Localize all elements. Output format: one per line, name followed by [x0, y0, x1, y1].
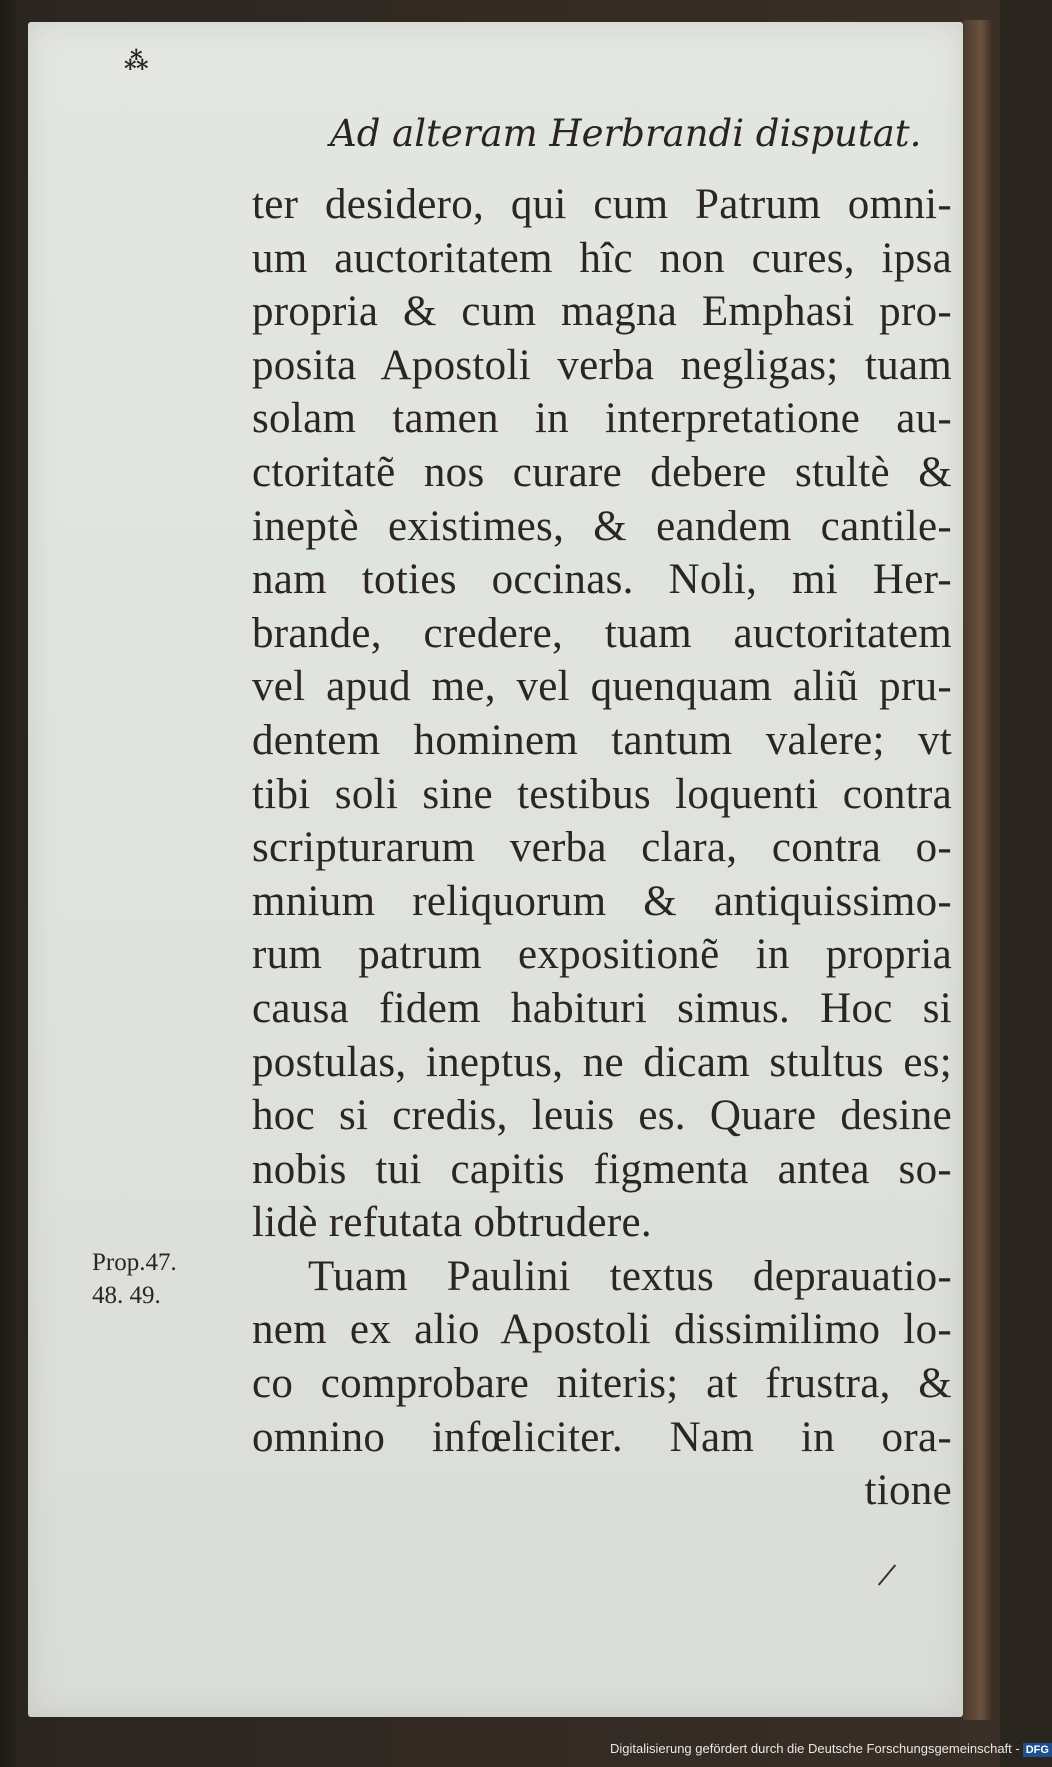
text-line: nem ex alio Apostoli dissimilimo lo- [252, 1306, 952, 1354]
text-line: ineptè existimes, & eandem cantile- [252, 502, 952, 550]
margin-note-line: 48. 49. [92, 1282, 161, 1309]
text-line: rum patrum expositionẽ in propria [252, 931, 952, 979]
text-line: Tuam Paulini textus deprauatio- [308, 1252, 952, 1300]
text-line: scripturarum verba clara, contra o- [252, 824, 952, 872]
dfg-logo-badge: DFG [1023, 1743, 1052, 1757]
text-line: propria & cum magna Emphasi pro- [252, 288, 952, 336]
footer-text: Digitalisierung gefördert durch die Deutsche Forschungsgemeinschaft - [610, 1741, 1020, 1756]
text-line: ctoritatẽ nos curare debere stultè & [252, 448, 952, 496]
text-line: nam toties occinas. Noli, mi Her- [252, 556, 952, 604]
text-line: ter desidero, qui cum Patrum omni- [252, 181, 952, 228]
digitization-footer [610, 1741, 1049, 1765]
text-line: lidè refutata obtrudere. [252, 1199, 652, 1247]
text-line: vel apud me, vel quenquam aliũ pru- [252, 663, 952, 711]
margin-note-line: Prop.47. [92, 1249, 177, 1276]
text-line: hoc si credis, leuis es. Quare desine [252, 1092, 952, 1140]
text-line: um auctoritatem hîc non cures, ipsa [252, 234, 952, 282]
running-head: Ad alteram Herbrandi disputat. [330, 112, 922, 155]
text-line: tibi soli sine testibus loquenti contra [252, 770, 952, 818]
text-line: co comprobare niteris; at frustra, & [252, 1360, 952, 1408]
margin-note [92, 1246, 222, 1312]
text-line: tione [864, 1467, 952, 1515]
book-edge [963, 20, 993, 1720]
text-line: postulas, ineptus, ne dicam stultus es; [252, 1038, 952, 1086]
text-line: omnino infœliciter. Nam in ora- [252, 1413, 952, 1461]
text-line: nobis tui capitis figmenta antea so- [252, 1145, 952, 1193]
body-text [252, 178, 952, 1518]
text-line: causa fidem habituri simus. Hoc si [252, 984, 952, 1032]
text-line: solam tamen in interpretatione au- [252, 395, 952, 443]
corner-mark: ⁂ [124, 46, 149, 75]
text-line: mnium reliquorum & antiquissimo- [252, 877, 952, 925]
text-line: dentem hominem tantum valere; vt [252, 716, 952, 764]
text-line: brande, credere, tuam auctoritatem [252, 609, 952, 657]
text-line: posita Apostoli verba negligas; tuam [252, 341, 952, 389]
